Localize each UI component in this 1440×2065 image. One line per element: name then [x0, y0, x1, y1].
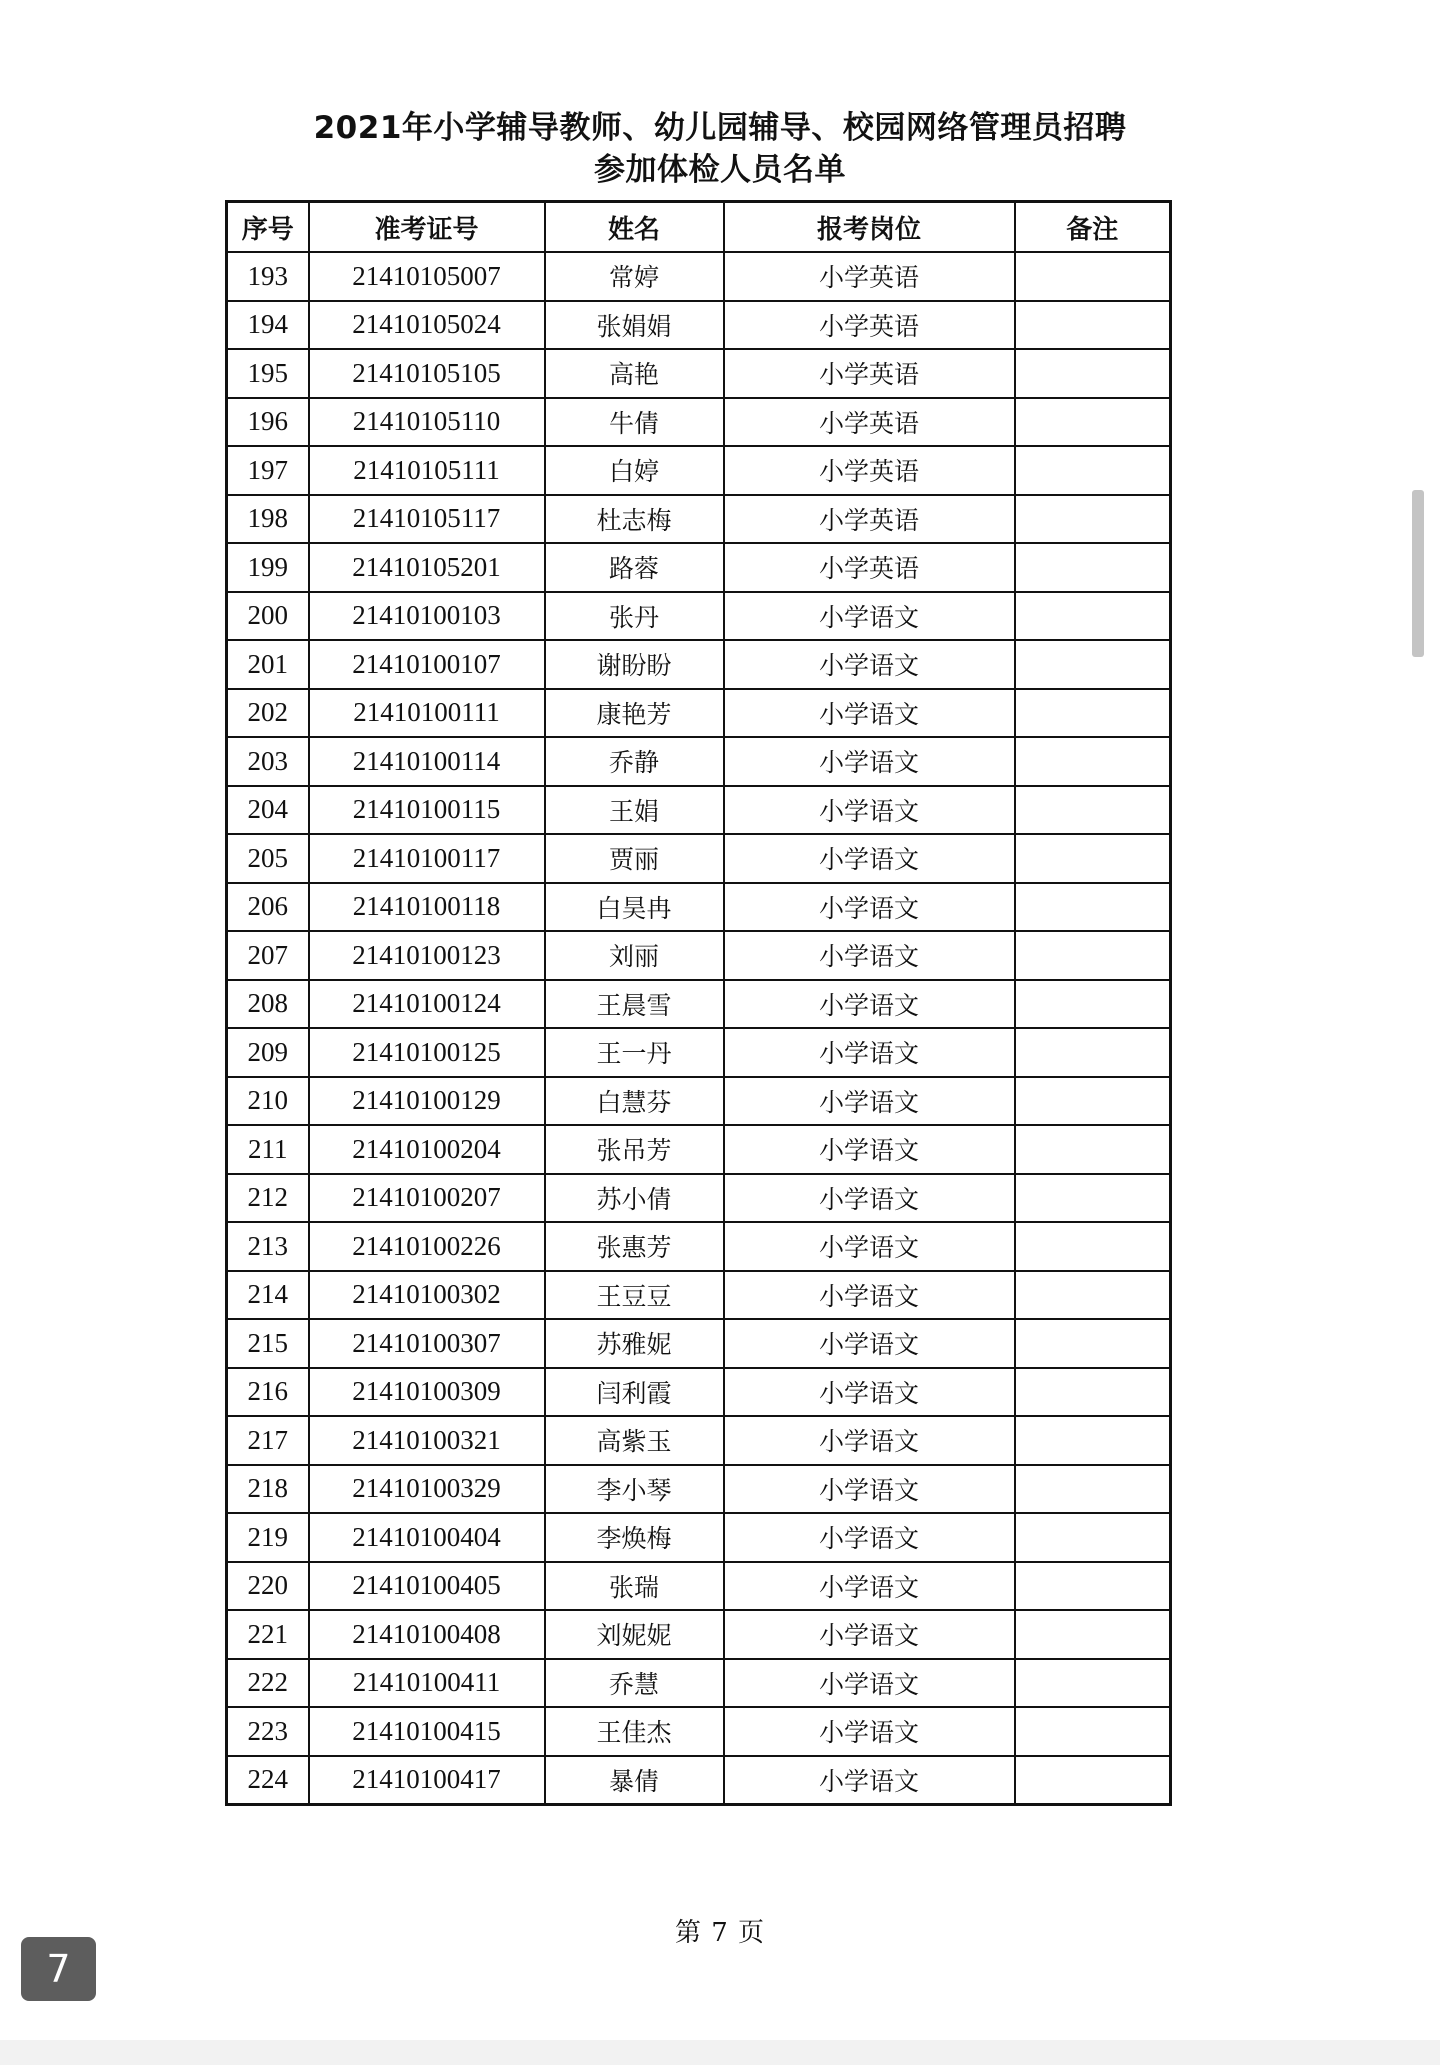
cell-exam-id: 21410100329	[309, 1465, 545, 1514]
cell-seq: 211	[227, 1125, 309, 1174]
cell-name: 闫利霞	[545, 1368, 724, 1417]
cell-exam-id: 21410105110	[309, 398, 545, 447]
cell-position: 小学英语	[724, 301, 1015, 350]
cell-name: 白昊冉	[545, 883, 724, 932]
cell-remark	[1015, 252, 1171, 301]
cell-seq: 212	[227, 1174, 309, 1223]
cell-position: 小学语文	[724, 1174, 1015, 1223]
cell-position: 小学语文	[724, 1465, 1015, 1514]
cell-name: 刘妮妮	[545, 1610, 724, 1659]
cell-seq: 206	[227, 883, 309, 932]
roster-table	[225, 200, 1172, 1806]
cell-name: 张吊芳	[545, 1125, 724, 1174]
cell-position: 小学语文	[724, 834, 1015, 883]
table-row	[227, 1756, 1171, 1805]
cell-remark	[1015, 689, 1171, 738]
cell-seq: 216	[227, 1368, 309, 1417]
cell-exam-id: 21410105117	[309, 495, 545, 544]
cell-remark	[1015, 980, 1171, 1029]
cell-seq: 197	[227, 446, 309, 495]
cell-seq: 195	[227, 349, 309, 398]
cell-seq: 210	[227, 1077, 309, 1126]
cell-name: 王娟	[545, 786, 724, 835]
header-exam-id: 准考证号	[309, 202, 545, 253]
table-row	[227, 1368, 1171, 1417]
cell-position: 小学语文	[724, 1125, 1015, 1174]
cell-exam-id: 21410100103	[309, 592, 545, 641]
cell-remark	[1015, 1562, 1171, 1611]
cell-exam-id: 21410100118	[309, 883, 545, 932]
cell-name: 杜志梅	[545, 495, 724, 544]
table-row	[227, 301, 1171, 350]
cell-exam-id: 21410100117	[309, 834, 545, 883]
cell-position: 小学语文	[724, 1368, 1015, 1417]
header-remark: 备注	[1015, 202, 1171, 253]
table-body	[227, 252, 1171, 1805]
cell-position: 小学英语	[724, 252, 1015, 301]
cell-remark	[1015, 398, 1171, 447]
cell-exam-id: 21410100404	[309, 1513, 545, 1562]
cell-position: 小学语文	[724, 1756, 1015, 1805]
cell-seq: 222	[227, 1659, 309, 1708]
cell-seq: 223	[227, 1707, 309, 1756]
cell-seq: 202	[227, 689, 309, 738]
cell-seq: 209	[227, 1028, 309, 1077]
cell-name: 牛倩	[545, 398, 724, 447]
cell-position: 小学语文	[724, 1222, 1015, 1271]
cell-remark	[1015, 446, 1171, 495]
cell-remark	[1015, 301, 1171, 350]
cell-position: 小学语文	[724, 1513, 1015, 1562]
cell-seq: 208	[227, 980, 309, 1029]
table-row	[227, 640, 1171, 689]
cell-seq: 218	[227, 1465, 309, 1514]
page-indicator-badge[interactable]: 7	[21, 1937, 96, 2001]
bottom-toolbar-strip	[0, 2040, 1440, 2065]
cell-remark	[1015, 1125, 1171, 1174]
cell-exam-id: 21410105201	[309, 543, 545, 592]
cell-position: 小学英语	[724, 349, 1015, 398]
cell-exam-id: 21410100411	[309, 1659, 545, 1708]
cell-exam-id: 21410100114	[309, 737, 545, 786]
cell-name: 康艳芳	[545, 689, 724, 738]
cell-position: 小学语文	[724, 1659, 1015, 1708]
cell-remark	[1015, 1659, 1171, 1708]
cell-remark	[1015, 543, 1171, 592]
cell-remark	[1015, 737, 1171, 786]
table-row	[227, 1028, 1171, 1077]
cell-remark	[1015, 1707, 1171, 1756]
cell-remark	[1015, 1028, 1171, 1077]
cell-position: 小学语文	[724, 1707, 1015, 1756]
cell-remark	[1015, 592, 1171, 641]
cell-remark	[1015, 834, 1171, 883]
cell-remark	[1015, 1222, 1171, 1271]
cell-seq: 199	[227, 543, 309, 592]
cell-seq: 205	[227, 834, 309, 883]
cell-position: 小学语文	[724, 1077, 1015, 1126]
table-row	[227, 834, 1171, 883]
cell-seq: 214	[227, 1271, 309, 1320]
cell-name: 路蓉	[545, 543, 724, 592]
cell-seq: 200	[227, 592, 309, 641]
cell-name: 谢盼盼	[545, 640, 724, 689]
table-row	[227, 1125, 1171, 1174]
table-row	[227, 543, 1171, 592]
table-row	[227, 495, 1171, 544]
cell-remark	[1015, 1368, 1171, 1417]
document-subtitle: 参加体检人员名单	[594, 152, 846, 188]
table-row	[227, 1174, 1171, 1223]
page-number-footer: 第 7 页	[674, 1918, 766, 1948]
cell-name: 李焕梅	[545, 1513, 724, 1562]
cell-position: 小学语文	[724, 689, 1015, 738]
cell-exam-id: 21410100321	[309, 1416, 545, 1465]
cell-name: 李小琴	[545, 1465, 724, 1514]
cell-position: 小学英语	[724, 543, 1015, 592]
cell-name: 张惠芳	[545, 1222, 724, 1271]
table-row	[227, 1319, 1171, 1368]
cell-remark	[1015, 883, 1171, 932]
cell-exam-id: 21410100415	[309, 1707, 545, 1756]
cell-seq: 201	[227, 640, 309, 689]
table-row	[227, 1610, 1171, 1659]
cell-name: 乔慧	[545, 1659, 724, 1708]
cell-seq: 217	[227, 1416, 309, 1465]
table-row	[227, 1077, 1171, 1126]
cell-position: 小学语文	[724, 1562, 1015, 1611]
cell-position: 小学语文	[724, 640, 1015, 689]
cell-position: 小学语文	[724, 1319, 1015, 1368]
table-row	[227, 786, 1171, 835]
cell-remark	[1015, 1077, 1171, 1126]
table-row	[227, 689, 1171, 738]
cell-remark	[1015, 1174, 1171, 1223]
table-row	[227, 592, 1171, 641]
cell-seq: 220	[227, 1562, 309, 1611]
cell-seq: 207	[227, 931, 309, 980]
cell-name: 王豆豆	[545, 1271, 724, 1320]
cell-exam-id: 21410100405	[309, 1562, 545, 1611]
cell-exam-id: 21410100302	[309, 1271, 545, 1320]
table-row	[227, 1707, 1171, 1756]
table-row	[227, 1271, 1171, 1320]
cell-position: 小学英语	[724, 398, 1015, 447]
cell-seq: 215	[227, 1319, 309, 1368]
cell-exam-id: 21410100307	[309, 1319, 545, 1368]
cell-exam-id: 21410105105	[309, 349, 545, 398]
cell-position: 小学英语	[724, 495, 1015, 544]
cell-exam-id: 21410100124	[309, 980, 545, 1029]
cell-position: 小学语文	[724, 1271, 1015, 1320]
cell-name: 张丹	[545, 592, 724, 641]
cell-name: 王一丹	[545, 1028, 724, 1077]
cell-remark	[1015, 931, 1171, 980]
cell-name: 常婷	[545, 252, 724, 301]
table-row	[227, 931, 1171, 980]
cell-exam-id: 21410100417	[309, 1756, 545, 1805]
document-title: 2021年小学辅导教师、幼儿园辅导、校园网络管理员招聘	[313, 110, 1127, 146]
table-row	[227, 980, 1171, 1029]
table-row	[227, 1416, 1171, 1465]
table-row	[227, 1222, 1171, 1271]
table-row	[227, 737, 1171, 786]
cell-seq: 203	[227, 737, 309, 786]
cell-seq: 219	[227, 1513, 309, 1562]
cell-name: 张瑞	[545, 1562, 724, 1611]
cell-name: 王佳杰	[545, 1707, 724, 1756]
table-header-row	[227, 202, 1171, 253]
cell-name: 高紫玉	[545, 1416, 724, 1465]
cell-name: 王晨雪	[545, 980, 724, 1029]
table-row	[227, 883, 1171, 932]
cell-seq: 213	[227, 1222, 309, 1271]
cell-name: 白慧芬	[545, 1077, 724, 1126]
cell-remark	[1015, 1465, 1171, 1514]
cell-name: 苏小倩	[545, 1174, 724, 1223]
scrollbar-thumb[interactable]	[1412, 490, 1424, 657]
cell-remark	[1015, 1271, 1171, 1320]
cell-name: 苏雅妮	[545, 1319, 724, 1368]
cell-position: 小学语文	[724, 883, 1015, 932]
cell-name: 刘丽	[545, 931, 724, 980]
table-row	[227, 1513, 1171, 1562]
header-seq: 序号	[227, 202, 309, 253]
cell-remark	[1015, 349, 1171, 398]
cell-exam-id: 21410100129	[309, 1077, 545, 1126]
cell-position: 小学语文	[724, 1028, 1015, 1077]
cell-name: 白婷	[545, 446, 724, 495]
cell-position: 小学语文	[724, 1610, 1015, 1659]
table-row	[227, 1562, 1171, 1611]
cell-name: 张娟娟	[545, 301, 724, 350]
cell-exam-id: 21410105111	[309, 446, 545, 495]
table-row	[227, 1659, 1171, 1708]
cell-position: 小学语文	[724, 980, 1015, 1029]
cell-remark	[1015, 1513, 1171, 1562]
cell-exam-id: 21410100226	[309, 1222, 545, 1271]
cell-seq: 224	[227, 1756, 309, 1805]
cell-exam-id: 21410100309	[309, 1368, 545, 1417]
cell-exam-id: 21410100111	[309, 689, 545, 738]
cell-exam-id: 21410100207	[309, 1174, 545, 1223]
table-row	[227, 349, 1171, 398]
cell-exam-id: 21410100115	[309, 786, 545, 835]
cell-name: 暴倩	[545, 1756, 724, 1805]
cell-remark	[1015, 1610, 1171, 1659]
table-row	[227, 252, 1171, 301]
cell-exam-id: 21410105024	[309, 301, 545, 350]
cell-remark	[1015, 1319, 1171, 1368]
cell-seq: 193	[227, 252, 309, 301]
cell-seq: 194	[227, 301, 309, 350]
cell-exam-id: 21410100125	[309, 1028, 545, 1077]
cell-seq: 198	[227, 495, 309, 544]
cell-remark	[1015, 1756, 1171, 1805]
cell-name: 贾丽	[545, 834, 724, 883]
cell-seq: 204	[227, 786, 309, 835]
cell-position: 小学语文	[724, 931, 1015, 980]
cell-remark	[1015, 1416, 1171, 1465]
cell-exam-id: 21410100107	[309, 640, 545, 689]
cell-exam-id: 21410100204	[309, 1125, 545, 1174]
cell-position: 小学语文	[724, 737, 1015, 786]
table-row	[227, 446, 1171, 495]
cell-remark	[1015, 786, 1171, 835]
cell-position: 小学语文	[724, 1416, 1015, 1465]
cell-remark	[1015, 640, 1171, 689]
table-row	[227, 1465, 1171, 1514]
cell-name: 乔静	[545, 737, 724, 786]
header-position: 报考岗位	[724, 202, 1015, 253]
cell-position: 小学语文	[724, 786, 1015, 835]
cell-position: 小学英语	[724, 446, 1015, 495]
cell-position: 小学语文	[724, 592, 1015, 641]
cell-seq: 196	[227, 398, 309, 447]
header-name: 姓名	[545, 202, 724, 253]
cell-remark	[1015, 495, 1171, 544]
cell-seq: 221	[227, 1610, 309, 1659]
cell-exam-id: 21410105007	[309, 252, 545, 301]
cell-name: 高艳	[545, 349, 724, 398]
cell-exam-id: 21410100123	[309, 931, 545, 980]
cell-exam-id: 21410100408	[309, 1610, 545, 1659]
table-row	[227, 398, 1171, 447]
